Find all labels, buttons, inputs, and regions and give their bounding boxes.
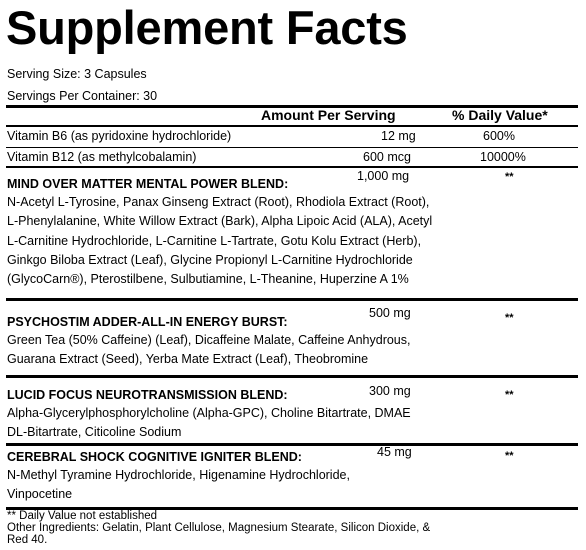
blend-ingredients-mind-over-matter xyxy=(7,193,567,289)
thick-divider xyxy=(6,375,578,378)
vitamin-b6-amount: 12 mg xyxy=(381,129,416,143)
blend-amount-psychostim: 500 mg xyxy=(369,306,411,320)
blend-dv-psychostim: ** xyxy=(505,312,514,324)
ingredient-line: Ginkgo Biloba Extract (Leaf), Glycine Propionyl L-Carnitine Hydrochloride xyxy=(7,252,413,267)
daily-value-footnote: ** Daily Value not established xyxy=(7,510,158,522)
ingredient-line: DL-Bitartrate, Citicoline Sodium xyxy=(7,425,182,440)
thick-divider xyxy=(6,298,578,301)
blend-dv-mind-over-matter: ** xyxy=(505,171,514,183)
blend-amount-lucid-focus: 300 mg xyxy=(369,384,411,398)
ingredient-line: N-Methyl Tyramine Hydrochloride, Higenamine Hydrochloride, xyxy=(7,468,350,482)
ingredient-line: Guarana Extract (Seed), Yerba Mate Extract (Leaf), Theobromine xyxy=(7,352,369,367)
vitamin-b12-dv: 10000% xyxy=(480,150,526,164)
amount-per-serving-header: Amount Per Serving xyxy=(261,107,396,123)
vitamin-b6-dv: 600% xyxy=(483,129,515,143)
supplement-facts-panel xyxy=(6,0,578,550)
ingredient-line: N-Acetyl L-Tyrosine, Panax Ginseng Extract (Root), Rhodiola Extract (Root), xyxy=(7,195,430,209)
other-ingredients-line: Other Ingredients: Gelatin, Plant Cellulose, Magnesium Stearate, Silicon Dioxide, & xyxy=(7,522,431,534)
servings-per-container: Servings Per Container: 30 xyxy=(7,89,158,103)
ingredient-line: Vinpocetine xyxy=(7,487,73,502)
thick-divider xyxy=(6,443,578,446)
divider xyxy=(6,166,578,168)
blend-ingredients-lucid-focus xyxy=(7,404,567,443)
divider xyxy=(6,125,578,127)
divider xyxy=(6,147,578,148)
ingredient-line: Alpha-Glycerylphosphorylcholine (Alpha-GPC), Choline Bitartrate, DMAE xyxy=(7,406,411,420)
vitamin-b12-name: Vitamin B12 (as methylcobalamin) xyxy=(7,150,197,164)
panel-title: Supplement Facts xyxy=(6,1,408,54)
vitamin-b6-name: Vitamin B6 (as pyridoxine hydrochloride) xyxy=(7,129,232,143)
blend-dv-lucid-focus: ** xyxy=(505,389,514,401)
ingredient-line: (GlycoCarn®), Pterostilbene, Sulbutiamine, L-Theanine, Huperzine A 1% xyxy=(7,272,409,287)
serving-size: Serving Size: 3 Capsules xyxy=(7,67,147,81)
blend-amount-mind-over-matter: 1,000 mg xyxy=(357,169,410,183)
blend-dv-cerebral-shock: ** xyxy=(505,450,514,462)
blend-title-cerebral-shock: CEREBRAL SHOCK COGNITIVE IGNITER BLEND: xyxy=(7,450,302,464)
blend-amount-cerebral-shock: 45 mg xyxy=(377,445,412,459)
blend-title-psychostim: PSYCHOSTIM ADDER-ALL-IN ENERGY BURST: xyxy=(7,315,288,329)
other-ingredients-line: Red 40. xyxy=(7,533,48,546)
ingredient-line: Green Tea (50% Caffeine) (Leaf), Dicaffeine Malate, Caffeine Anhydrous, xyxy=(7,333,411,347)
ingredient-line: L-Phenylalanine, White Willow Extract (Bark), Alpha Lipoic Acid (ALA), Acetyl xyxy=(7,214,433,229)
ingredient-line: L-Carnitine Hydrochloride, L-Carnitine L-Tartrate, Gotu Kolu Extract (Herb), xyxy=(7,233,422,248)
blend-ingredients-cerebral-shock xyxy=(7,466,567,505)
vitamin-b12-amount: 600 mcg xyxy=(363,150,411,164)
other-ingredients xyxy=(7,523,567,546)
daily-value-header: % Daily Value* xyxy=(452,107,548,123)
blend-title-lucid-focus: LUCID FOCUS NEUROTRANSMISSION BLEND: xyxy=(7,388,288,402)
blend-title-mind-over-matter: MIND OVER MATTER MENTAL POWER BLEND: xyxy=(7,177,289,191)
blend-ingredients-psychostim xyxy=(7,331,567,370)
